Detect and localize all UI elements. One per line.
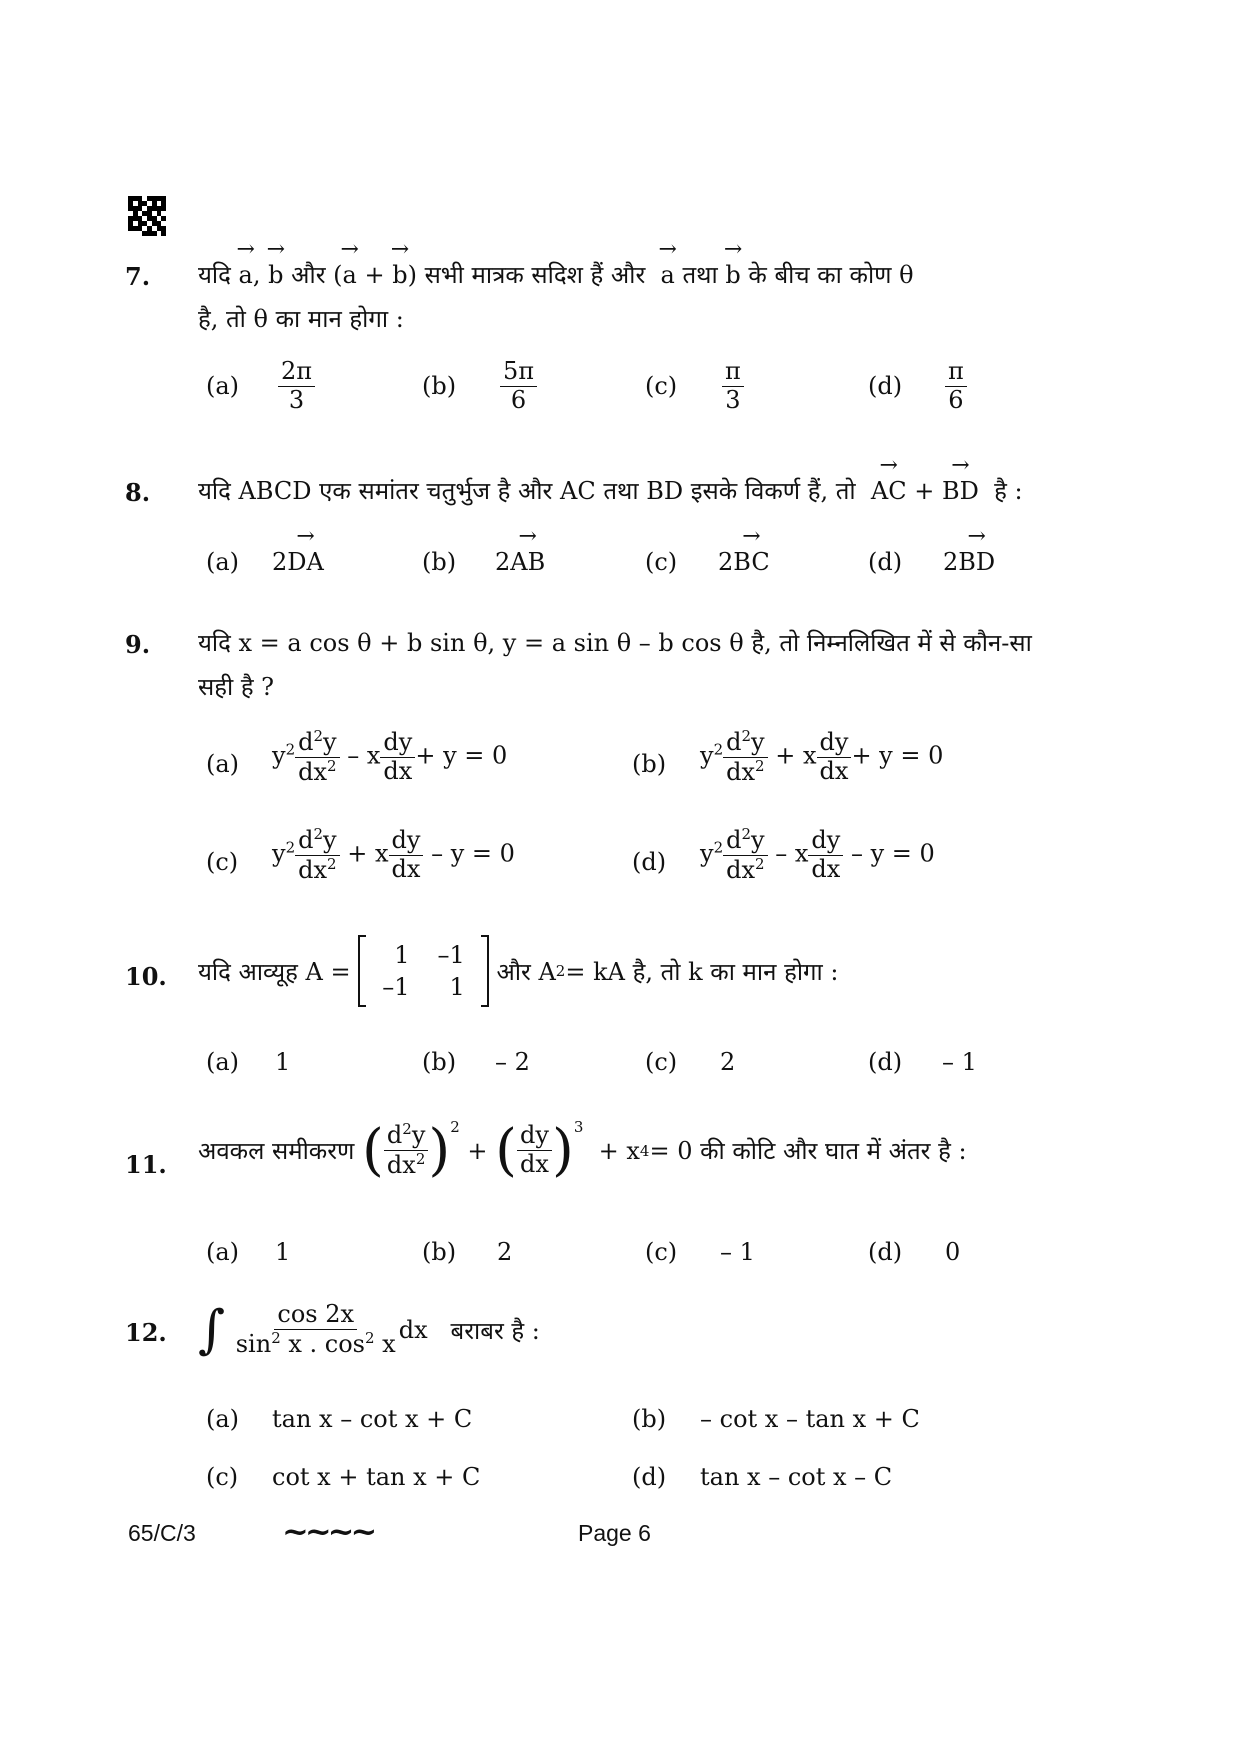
question-number: 9. bbox=[125, 630, 151, 659]
footer-ornament: ~~~~ bbox=[282, 1512, 374, 1550]
option-value: 2→ BC bbox=[718, 548, 770, 576]
question-9-line1: यदि x = a cos θ + b sin θ, y = a sin θ – b cos θ है, तो निम्नलिखित में से कौन-सा bbox=[198, 629, 1032, 657]
question-7-line1: यदि → a, → b और (→ a + → b) सभी मात्रक सदिश हैं और → a तथा → b के बीच का कोण θ bbox=[198, 258, 914, 291]
option-value: $y^2$ $\frac{d^2y}{dx^2}$ – x $\frac{dy}{dx}$ + y = 0 bbox=[272, 727, 508, 786]
option-label: (d) bbox=[632, 848, 667, 876]
question-11-text: अवकल समीकरण ( $\frac{d^2y}{dx^2}$ ) $^2$ + ( $\frac{dy}{dx}$ ) $^3$ + x 4 = 0 की कोटि और घात में अंतर है : bbox=[198, 1118, 967, 1183]
option-value: – 2 bbox=[495, 1048, 530, 1076]
option-value: 1 bbox=[275, 1238, 291, 1266]
question-9-line2: सही है ? bbox=[198, 673, 275, 701]
option-value: 1 bbox=[275, 1048, 291, 1076]
option-value: $\frac{\pi}{6}$ bbox=[945, 358, 967, 414]
option-label: (c) bbox=[206, 848, 239, 876]
question-7-line2: है, तो θ का मान होगा : bbox=[198, 305, 404, 333]
option-value: 2→ DA bbox=[272, 548, 324, 576]
option-label: (b) bbox=[422, 1238, 457, 1266]
option-label: (a) bbox=[206, 750, 240, 778]
option-label: (b) bbox=[422, 372, 457, 400]
option-value: 0 bbox=[945, 1238, 961, 1266]
question-8-text: यदि ABCD एक समांतर चतुर्भुज है और AC तथा BD इसके विकर्ण हैं, तो → AC + → BD है : bbox=[198, 474, 1023, 507]
option-label: (d) bbox=[868, 1048, 903, 1076]
option-label: (d) bbox=[632, 1463, 667, 1491]
option-value: cot x + tan x + C bbox=[272, 1463, 481, 1491]
paper-code: 65/C/3 bbox=[128, 1520, 196, 1546]
option-value: 2 bbox=[497, 1238, 513, 1266]
question-10-text: यदि आव्यूह A = 1 –1 –1 1 और A 2 = kA है, तो k का मान होगा : bbox=[198, 935, 838, 1007]
option-label: (b) bbox=[422, 1048, 457, 1076]
option-label: (a) bbox=[206, 1238, 240, 1266]
question-number: 12. bbox=[125, 1318, 167, 1347]
option-value: $\frac{2\pi}{3}$ bbox=[278, 358, 315, 414]
option-value: 2 bbox=[720, 1048, 736, 1076]
option-label: (b) bbox=[632, 750, 667, 778]
option-value: – 1 bbox=[720, 1238, 755, 1266]
option-value: $y^2$ $\frac{d^2y}{dx^2}$ + x $\frac{dy}{dx}$ – y = 0 bbox=[272, 825, 515, 884]
option-label: (c) bbox=[645, 1048, 678, 1076]
option-label: (d) bbox=[868, 548, 903, 576]
question-number: 7. bbox=[125, 262, 151, 291]
question-number: 10. bbox=[125, 962, 167, 991]
option-value: $\frac{\pi}{3}$ bbox=[722, 358, 744, 414]
option-value: 2→ AB bbox=[495, 548, 545, 576]
option-label: (a) bbox=[206, 372, 240, 400]
option-value: $y^2$ $\frac{d^2y}{dx^2}$ – x $\frac{dy}{dx}$ – y = 0 bbox=[700, 825, 935, 884]
option-label: (c) bbox=[645, 372, 678, 400]
option-label: (a) bbox=[206, 1048, 240, 1076]
option-value: – 1 bbox=[942, 1048, 977, 1076]
option-value: $y^2$ $\frac{d^2y}{dx^2}$ + x $\frac{dy}{dx}$ + y = 0 bbox=[700, 727, 944, 786]
option-label: (b) bbox=[632, 1405, 667, 1433]
option-label: (b) bbox=[422, 548, 457, 576]
option-label: (d) bbox=[868, 1238, 903, 1266]
question-12-text: ∫ $\frac{\cos 2x}{\sin^2 x . \cos^2 x}$ dx बराबर है : bbox=[198, 1300, 540, 1360]
option-value: 2→ BD bbox=[943, 548, 995, 576]
option-value: tan x – cot x + C bbox=[272, 1405, 473, 1433]
option-label: (a) bbox=[206, 548, 240, 576]
question-number: 8. bbox=[125, 478, 151, 507]
option-value: tan x – cot x – C bbox=[700, 1463, 893, 1491]
option-label: (a) bbox=[206, 1405, 240, 1433]
option-label: (c) bbox=[206, 1463, 239, 1491]
qr-code-icon bbox=[128, 196, 166, 236]
page-number: Page 6 bbox=[578, 1520, 651, 1546]
option-label: (d) bbox=[868, 372, 903, 400]
question-number: 11. bbox=[125, 1150, 167, 1179]
option-label: (c) bbox=[645, 548, 678, 576]
matrix-A: 1 –1 –1 1 bbox=[358, 935, 489, 1007]
integral-icon: ∫ bbox=[198, 1300, 226, 1360]
option-label: (c) bbox=[645, 1238, 678, 1266]
option-value: $\frac{5\pi}{6}$ bbox=[500, 358, 537, 414]
option-value: – cot x – tan x + C bbox=[700, 1405, 920, 1433]
